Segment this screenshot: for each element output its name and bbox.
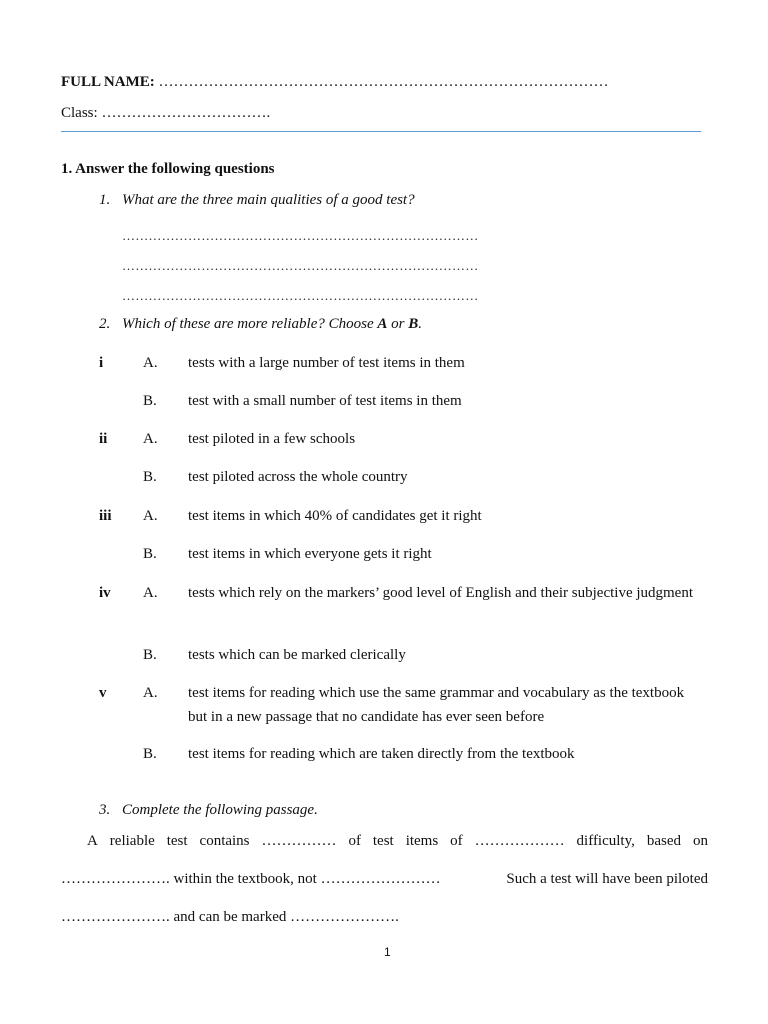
class-line (61, 105, 270, 122)
passage-blank[interactable]: ……………… (474, 833, 565, 849)
answer-line[interactable]: ……………………………………………………………………… (122, 288, 479, 303)
choice-a-label: A (377, 316, 388, 332)
page-number: 1 (384, 945, 391, 959)
passage-word: contains (199, 833, 250, 849)
question-2-text-end: . (418, 316, 422, 332)
question-3-text: Complete the following passage. (122, 802, 318, 818)
passage-word: based (646, 833, 681, 849)
question-2-number: 2. (99, 316, 111, 332)
section-title: 1. Answer the following questions (61, 161, 275, 177)
passage-word: of (450, 833, 463, 849)
passage-word: test (166, 833, 188, 849)
passage-word: on (692, 833, 708, 849)
passage-word: reliable (109, 833, 155, 849)
option-a-letter[interactable]: A. (143, 585, 158, 601)
option-b-letter[interactable]: B. (143, 546, 157, 562)
passage-word: of (348, 833, 361, 849)
passage-word: A (87, 833, 98, 849)
option-b-letter[interactable]: B. (143, 746, 157, 762)
option-a-text[interactable]: test piloted in a few schools (188, 431, 356, 447)
option-a-letter[interactable]: A. (143, 508, 158, 524)
question-3-number: 3. (99, 802, 111, 818)
item-roman: i (99, 355, 104, 371)
option-b-letter[interactable]: B. (143, 647, 157, 663)
question-2-text-before: Which of these are more reliable? Choose (122, 316, 378, 332)
question-1-text: What are the three main qualities of a good test? (122, 192, 415, 208)
option-a-text[interactable]: test items for reading which use the same grammar and vocabulary as the textbook but in a new passage that no candidate has ever seen before (188, 685, 685, 725)
header-divider (61, 131, 701, 132)
full-name-dots[interactable]: ……………………………………………………………………………… (158, 74, 609, 90)
option-b-text[interactable]: test with a small number of test items in them (188, 393, 462, 409)
passage-segment[interactable]: …………………. within the textbook, not …………………… (61, 871, 441, 887)
passage-line-3[interactable]: …………………. and can be marked …………………. (61, 909, 399, 925)
option-a-letter[interactable]: A. (143, 355, 158, 371)
option-b-letter[interactable]: B. (143, 469, 157, 485)
class-label: Class: (61, 105, 98, 121)
passage-word: difficulty, (576, 833, 635, 849)
item-roman: iv (99, 585, 111, 601)
option-a-letter[interactable]: A. (143, 431, 158, 447)
passage-blank[interactable]: …………… (261, 833, 337, 849)
option-b-text[interactable]: test items for reading which are taken directly from the textbook (188, 746, 575, 762)
full-name-label: FULL NAME: (61, 74, 155, 90)
item-roman: v (99, 685, 107, 701)
item-roman: iii (99, 508, 112, 524)
option-b-text[interactable]: tests which can be marked clerically (188, 647, 406, 663)
question-2-text (122, 316, 422, 333)
answer-line[interactable]: ……………………………………………………………………… (122, 228, 479, 243)
option-a-letter[interactable]: A. (143, 685, 158, 701)
passage-line-1 (87, 833, 708, 850)
passage-word: items (405, 833, 439, 849)
option-a-text[interactable]: tests with a large number of test items in them (188, 355, 465, 371)
question-1-number: 1. (99, 192, 111, 208)
full-name-line (61, 74, 609, 91)
class-dots[interactable]: ……………………………. (101, 105, 271, 121)
passage-word: test (372, 833, 394, 849)
option-a-text[interactable]: test items in which 40% of candidates get it right (188, 508, 482, 524)
item-roman: ii (99, 431, 108, 447)
question-2-text-or: or (387, 316, 409, 332)
choice-b-label: B (408, 316, 419, 332)
answer-line[interactable]: ……………………………………………………………………… (122, 258, 479, 273)
option-b-text[interactable]: test items in which everyone gets it right (188, 546, 432, 562)
passage-line-2 (61, 871, 708, 888)
option-a-text[interactable]: tests which rely on the markers’ good level of English and their subjective judgment (188, 585, 694, 601)
passage-segment: Such a test will have been piloted (506, 871, 708, 887)
option-b-letter[interactable]: B. (143, 393, 157, 409)
option-b-text[interactable]: test piloted across the whole country (188, 469, 408, 485)
